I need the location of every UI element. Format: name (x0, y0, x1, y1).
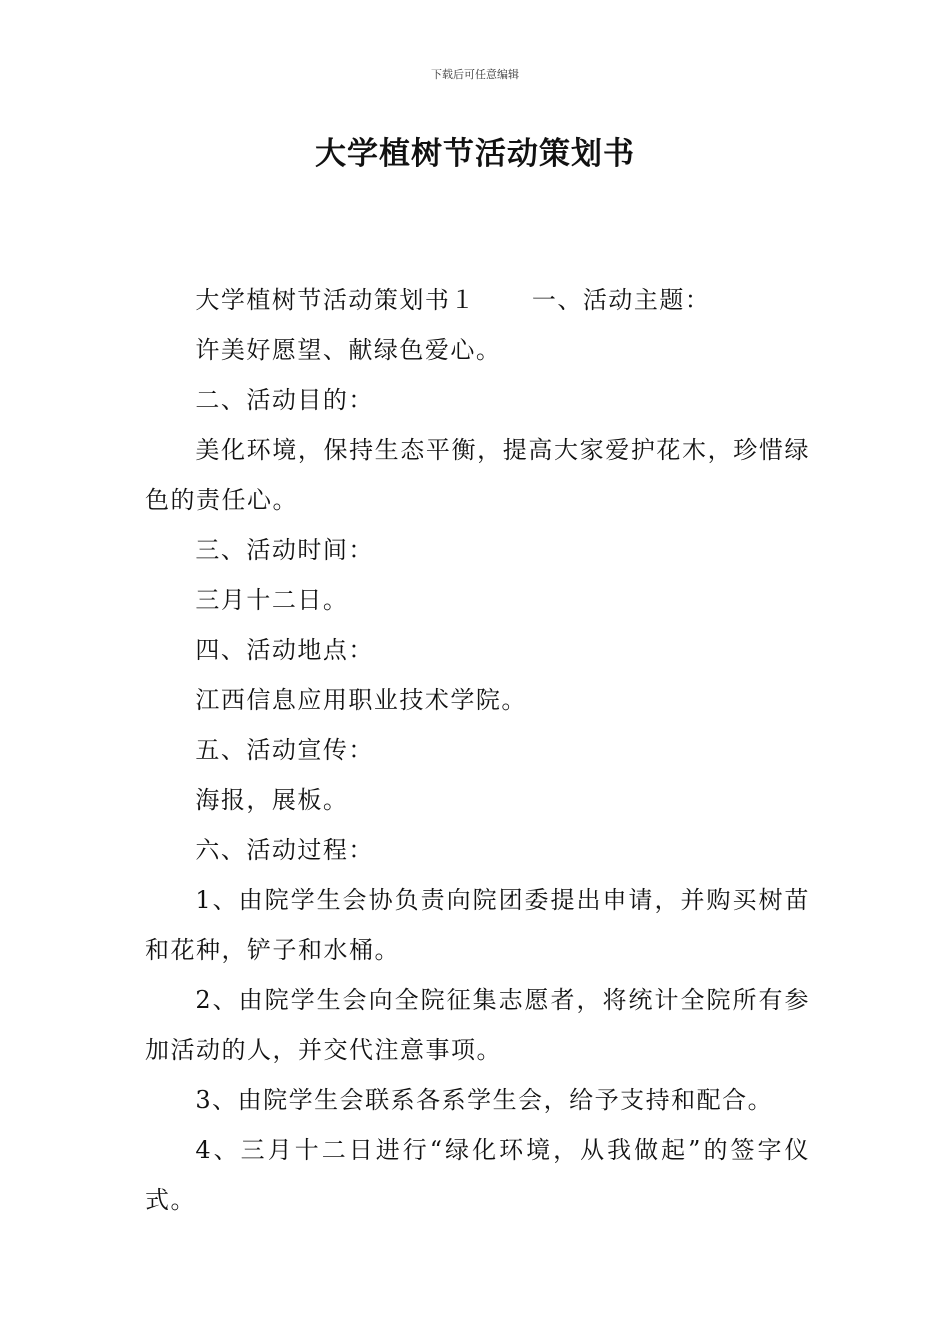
header-note: 下载后可任意编辑 (431, 68, 519, 81)
section-heading-promotion: 五、活动宣传： (195, 736, 374, 764)
paragraph-time: 三月十二日。 (195, 586, 349, 614)
paragraph-location: 江西信息应用职业技术学院。 (195, 686, 527, 714)
section-heading-location: 四、活动地点： (195, 636, 374, 664)
paragraph-theme: 许美好愿望、献绿色爱心。 (195, 336, 502, 364)
intro-heading: 大学植树节活动策划书１ (195, 286, 476, 314)
paragraph-process-step-3: 3、由院学生会联系各系学生会，给予支持和配合。 (195, 1086, 774, 1114)
section-heading-time: 三、活动时间： (195, 536, 374, 564)
paragraph-purpose: 美化环境，保持生态平衡，提高大家爱护花木，珍惜绿色的责任心。 (145, 436, 810, 514)
paragraph-intro (145, 275, 810, 325)
document-title: 大学植树节活动策划书 (315, 136, 635, 172)
paragraph-promotion: 海报，展板。 (195, 786, 349, 814)
section-heading-process: 六、活动过程： (195, 836, 374, 864)
paragraph-process-step-4: 4、三月十二日进行“绿化环境，从我做起”的签字仪式。 (145, 1136, 810, 1214)
document-body (145, 275, 810, 1225)
paragraph-process-step-2: 2、由院学生会向全院征集志愿者，将统计全院所有参加活动的人，并交代注意事项。 (145, 986, 810, 1064)
section-heading-purpose: 二、活动目的： (195, 386, 374, 414)
paragraph-process-step-1: 1、由院学生会协负责向院团委提出申请，并购买树苗和花种，铲子和水桶。 (145, 886, 810, 964)
section-heading-theme: 一、活动主题： (531, 286, 711, 314)
